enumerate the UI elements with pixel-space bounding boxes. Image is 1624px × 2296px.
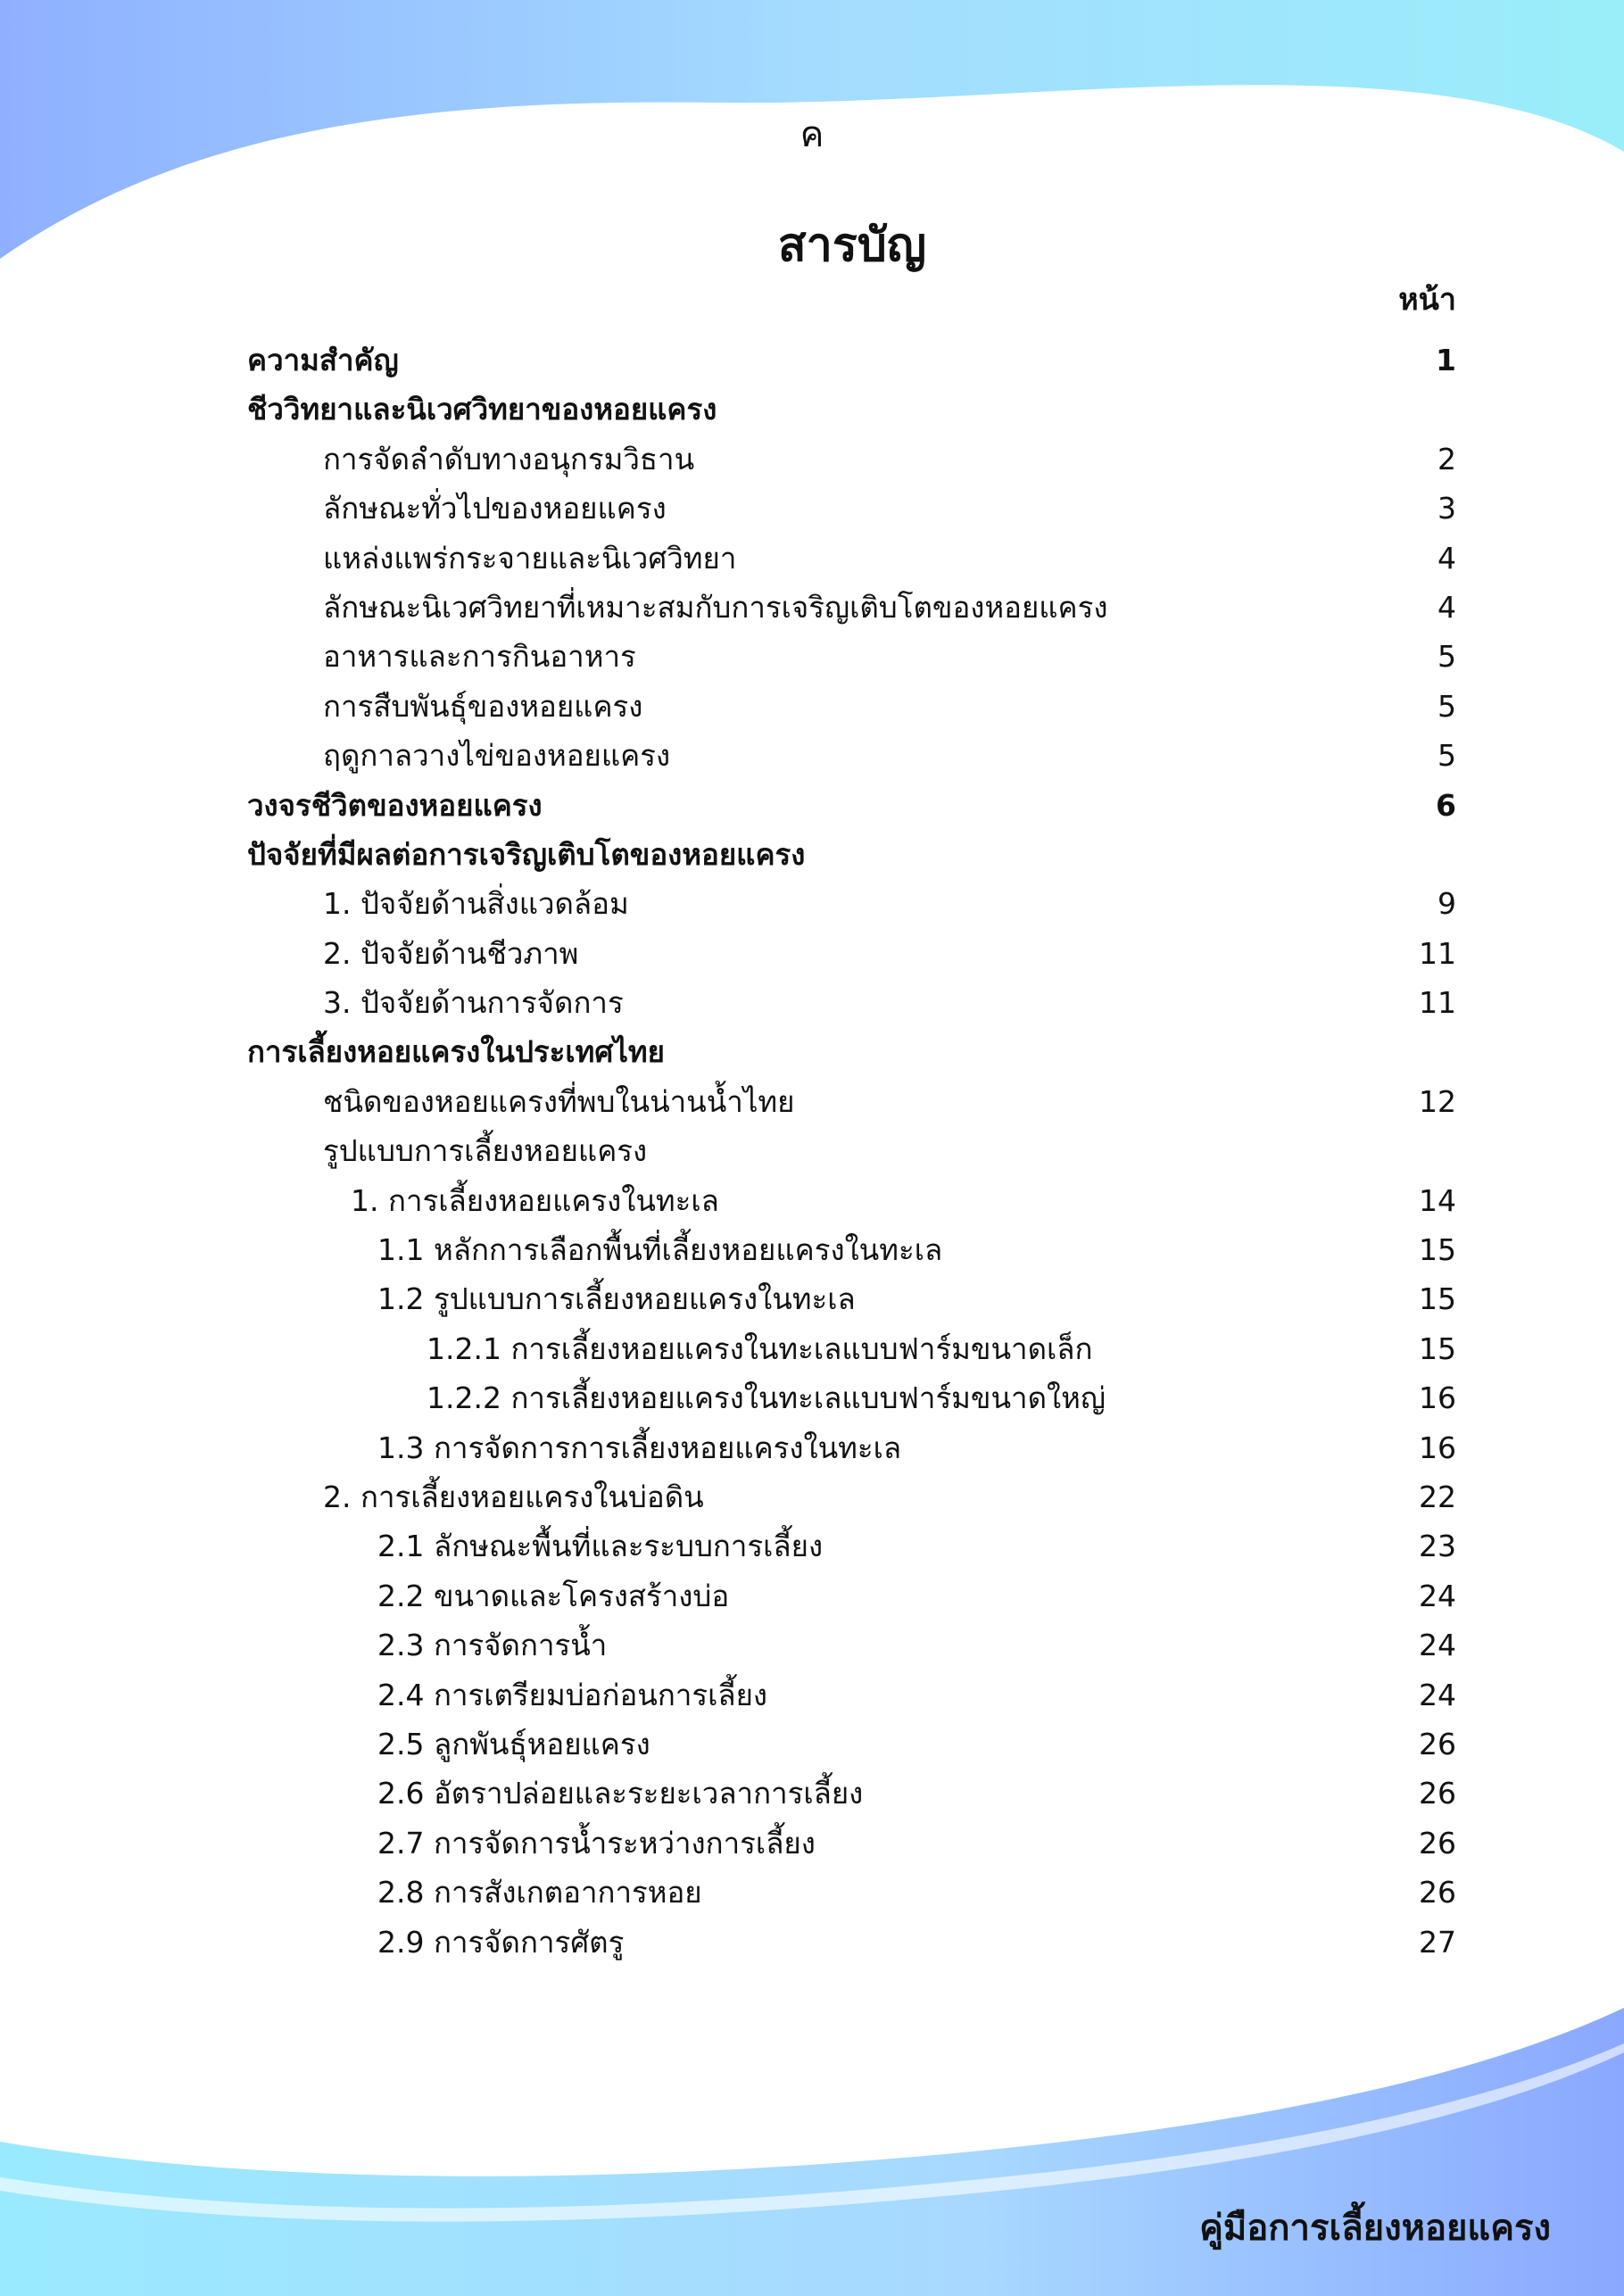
toc-entry[interactable]	[0, 1126, 1624, 1175]
toc-entry-label: 2.3 การจัดการน้ำ	[377, 1628, 608, 1663]
toc-entry-page: 5	[1438, 688, 1456, 724]
toc-entry[interactable]	[0, 879, 1624, 928]
toc-entry-page: 26	[1419, 1726, 1456, 1761]
toc-entry-page: 24	[1419, 1628, 1456, 1663]
toc-entry[interactable]	[0, 1720, 1624, 1769]
toc-entry-label: 1.2.1 การเลี้ยงหอยแครงในทะเลแบบฟาร์มขนาดเล็ก	[427, 1330, 1093, 1366]
toc-entry-page: 16	[1419, 1380, 1456, 1416]
toc-entry-label: ความสำคัญ	[247, 343, 399, 377]
toc-entry[interactable]	[0, 385, 1624, 434]
toc-entry-page: 16	[1419, 1430, 1456, 1465]
page-number-letter: ค	[800, 114, 824, 155]
toc-entry[interactable]	[0, 1423, 1624, 1472]
toc-entry-label: 1.2.2 การเลี้ยงหอยแครงในทะเลแบบฟาร์มขนาดใหญ่	[427, 1380, 1106, 1416]
toc-entry-page: 14	[1419, 1182, 1456, 1218]
toc-entry-label: 1.2 รูปแบบการเลี้ยงหอยแครงในทะเล	[377, 1281, 856, 1317]
toc-entry-page: 5	[1438, 738, 1456, 774]
toc-entry[interactable]	[0, 731, 1624, 780]
toc-entry[interactable]	[0, 781, 1624, 830]
toc-entry[interactable]	[0, 1769, 1624, 1818]
toc-entry-page: 15	[1419, 1232, 1456, 1268]
toc-entry-label: 2.7 การจัดการน้ำระหว่างการเลี้ยง	[377, 1825, 816, 1861]
toc-entry-page: 1	[1436, 343, 1456, 377]
toc-entry-page: 23	[1419, 1529, 1456, 1564]
toc-entry[interactable]	[0, 978, 1624, 1027]
toc-entry-page: 2	[1438, 441, 1456, 477]
toc-entry-label: ปัจจัยที่มีผลต่อการเจริญเติบโตของหอยแครง	[247, 836, 806, 872]
toc-entry-label: 2.9 การจัดการศัตรู	[377, 1924, 625, 1960]
toc-entry-label: ฤดูกาลวางไข่ของหอยแครง	[323, 738, 671, 774]
toc-entry-label: 1. ปัจจัยด้านสิ่งแวดล้อม	[323, 886, 629, 922]
toc-entry-page: 26	[1419, 1875, 1456, 1911]
toc-entry-page: 5	[1438, 639, 1456, 675]
toc-entry[interactable]	[0, 1324, 1624, 1373]
toc-entry[interactable]	[0, 1274, 1624, 1323]
toc-entry-label: 1.1 หลักการเลือกพื้นที่เลี้ยงหอยแครงในทะเล	[377, 1232, 943, 1268]
toc-entry-page: 26	[1419, 1776, 1456, 1811]
toc-entry-page: 24	[1419, 1578, 1456, 1613]
toc-entry[interactable]	[0, 1670, 1624, 1720]
toc-entry[interactable]	[0, 1225, 1624, 1274]
toc-entry-page: 22	[1419, 1479, 1456, 1514]
toc-entry[interactable]	[0, 1571, 1624, 1620]
page-column-label: หน้า	[1398, 282, 1456, 318]
toc-entry-label: การจัดลำดับทางอนุกรมวิธาน	[323, 441, 695, 477]
toc-entry-label: 1. การเลี้ยงหอยแครงในทะเล	[351, 1182, 719, 1218]
toc-entry-label: ชีววิทยาและนิเวศวิทยาของหอยแครง	[247, 392, 717, 427]
toc-entry[interactable]	[0, 830, 1624, 879]
toc-entry-label: 2. การเลี้ยงหอยแครงในบ่อดิน	[323, 1479, 704, 1514]
toc-entry[interactable]	[0, 1027, 1624, 1076]
toc-entry-label: รูปแบบการเลี้ยงหอยแครง	[323, 1133, 648, 1169]
toc-entry[interactable]	[0, 1620, 1624, 1670]
toc-entry-page: 11	[1419, 985, 1456, 1021]
toc-entry-label: อาหารและการกินอาหาร	[323, 639, 636, 675]
toc-entry-label: 2.4 การเตรียมบ่อก่อนการเลี้ยง	[377, 1677, 768, 1712]
toc-entry[interactable]	[0, 1918, 1624, 1967]
toc-entry-page: 24	[1419, 1677, 1456, 1712]
toc-entry-label: 2.5 ลูกพันธุ์หอยแครง	[377, 1726, 650, 1761]
toc-entry-page: 11	[1419, 935, 1456, 971]
toc-entry-page: 12	[1419, 1083, 1456, 1119]
toc-entry-page: 4	[1438, 540, 1456, 576]
toc-entry-label: การเลี้ยงหอยแครงในประเทศไทย	[247, 1034, 666, 1070]
toc-entry-label: 1.3 การจัดการการเลี้ยงหอยแครงในทะเล	[377, 1430, 902, 1465]
page-title: สารบัญ	[777, 219, 927, 272]
toc-entry-page: 4	[1438, 589, 1456, 625]
toc-entry[interactable]	[0, 1819, 1624, 1868]
toc-entry[interactable]	[0, 1176, 1624, 1225]
toc-entry-page: 15	[1419, 1330, 1456, 1366]
toc-entry-label: ลักษณะนิเวศวิทยาที่เหมาะสมกับการเจริญเติบโตของหอยแครง	[323, 589, 1108, 625]
toc-entry-page: 27	[1419, 1924, 1456, 1960]
toc-entry[interactable]	[0, 682, 1624, 731]
toc-entry-label: 2.6 อัตราปล่อยและระยะเวลาการเลี้ยง	[377, 1776, 864, 1811]
toc-entry[interactable]	[0, 336, 1624, 385]
toc-entry[interactable]	[0, 484, 1624, 533]
toc-entry[interactable]	[0, 929, 1624, 978]
toc-entry-page: 9	[1438, 886, 1456, 922]
toc-entry-label: 3. ปัจจัยด้านการจัดการ	[323, 985, 624, 1021]
toc-entry-label: แหล่งแพร่กระจายและนิเวศวิทยา	[323, 540, 737, 576]
toc-entry[interactable]	[0, 1868, 1624, 1917]
toc-entry[interactable]	[0, 1521, 1624, 1571]
toc-entry-label: วงจรชีวิตของหอยแครง	[247, 787, 543, 823]
toc-entry-label: ชนิดของหอยแครงที่พบในน่านน้ำไทย	[323, 1083, 795, 1119]
toc-entry-label: 2.1 ลักษณะพื้นที่และระบบการเลี้ยง	[377, 1529, 824, 1564]
toc-entry[interactable]	[0, 1373, 1624, 1422]
toc-entry-label: 2. ปัจจัยด้านชีวภาพ	[323, 935, 579, 971]
toc-entry[interactable]	[0, 534, 1624, 583]
table-of-contents	[0, 336, 1624, 1967]
toc-entry[interactable]	[0, 435, 1624, 484]
toc-entry-page: 26	[1419, 1825, 1456, 1861]
toc-entry-label: 2.8 การสังเกตอาการหอย	[377, 1875, 702, 1911]
toc-entry-label: การสืบพันธุ์ของหอยแครง	[323, 688, 643, 724]
toc-entry-page: 15	[1419, 1281, 1456, 1317]
toc-entry[interactable]	[0, 583, 1624, 632]
toc-entry[interactable]	[0, 1472, 1624, 1521]
footer-book-title: คู่มือการเลี้ยงหอยแครง	[1199, 2208, 1551, 2249]
toc-entry-page: 3	[1438, 491, 1456, 526]
toc-entry[interactable]	[0, 1077, 1624, 1126]
toc-entry[interactable]	[0, 632, 1624, 681]
toc-entry-label: 2.2 ขนาดและโครงสร้างบ่อ	[377, 1578, 730, 1613]
toc-entry-page: 6	[1436, 787, 1456, 823]
toc-entry-label: ลักษณะทั่วไปของหอยแครง	[323, 491, 667, 526]
